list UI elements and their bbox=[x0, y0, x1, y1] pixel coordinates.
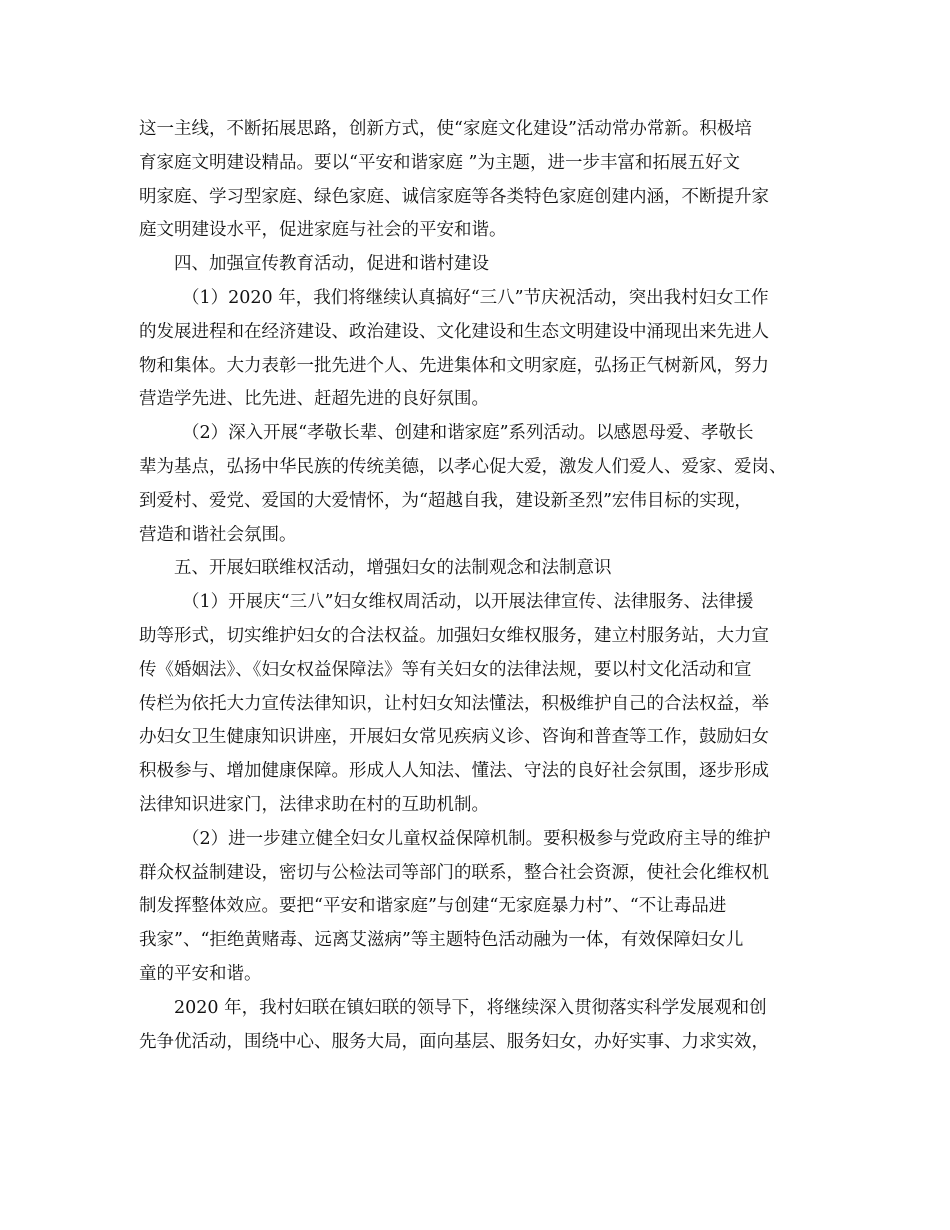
text-line: 辈为基点，弘扬中华民族的传统美德，以孝心促大爱，激发人们爱人、爱家、爱岗、 bbox=[139, 456, 787, 477]
text-line: 群众权益制建设，密切与公检法司等部门的联系，整合社会资源，使社会化维权机 bbox=[139, 862, 769, 883]
text-line: 育家庭文明建设精品。要以“平安和谐家庭 ”为主题，进一步丰富和拓展五好文 bbox=[139, 152, 740, 173]
text-line: 到爱村、爱党、爱国的大爱情怀，为“超越自我，建设新圣烈”宏伟目标的实现， bbox=[139, 490, 752, 511]
text-line: 物和集体。大力表彰一批先进个人、先进集体和文明家庭，弘扬正气树新风，努力 bbox=[139, 355, 769, 376]
text-line: （2）深入开展“孝敬长辈、创建和谐家庭”系列活动。以感恩母爱、孝敬长 bbox=[182, 423, 754, 444]
text-line: （1）2020 年，我们将继续认真搞好“三八”节庆祝活动，突出我村妇女工作 bbox=[182, 287, 769, 308]
text-line: 先争优活动，围绕中心、服务大局，面向基层、服务妇女，办好实事、力求实效， bbox=[139, 1031, 769, 1052]
text-line: 法律知识进家门，法律求助在村的互助机制。 bbox=[139, 794, 489, 815]
text-line: 传栏为依托大力宣传法律知识，让村妇女知法懂法，积极维护自己的合法权益，举 bbox=[139, 693, 769, 714]
text-line: 2020 年，我村妇联在镇妇联的领导下，将继续深入贯彻落实科学发展观和创 bbox=[174, 997, 767, 1018]
text-line: 营造和谐社会氛围。 bbox=[139, 524, 297, 545]
text-line: （2）进一步建立健全妇女儿童权益保障机制。要积极参与党政府主导的维护 bbox=[182, 828, 771, 849]
text-line: 我家”、“拒绝黄赌毒、远离艾滋病”等主题特色活动融为一体，有效保障妇女儿 bbox=[139, 930, 744, 951]
text-line: 助等形式，切实维护妇女的合法权益。加强妇女维权服务，建立村服务站，大力宣 bbox=[139, 625, 769, 646]
text-line: 这一主线，不断拓展思路，创新方式，使“家庭文化建设”活动常办常新。积极培 bbox=[139, 119, 752, 139]
text-line: 积极参与、增加健康保障。形成人人知法、懂法、守法的良好社会氛围，逐步形成 bbox=[139, 761, 769, 782]
document-page bbox=[139, 113, 819, 1059]
text-line: 庭文明建设水平，促进家庭与社会的平安和谐。 bbox=[139, 220, 507, 241]
text-line: 办妇女卫生健康知识讲座，开展妇女常见疾病义诊、咨询和普查等工作，鼓励妇女 bbox=[139, 727, 769, 748]
section-heading: 四、加强宣传教育活动，促进和谐村建设 bbox=[174, 254, 489, 275]
text-line: 营造学先进、比先进、赶超先进的良好氛围。 bbox=[139, 389, 489, 410]
text-line: （1）开展庆“三八”妇女维权周活动，以开展法律宣传、法律服务、法律援 bbox=[182, 592, 754, 613]
section-heading: 五、开展妇联维权活动，增强妇女的法制观念和法制意识 bbox=[174, 558, 612, 579]
text-line: 明家庭、学习型家庭、绿色家庭、诚信家庭等各类特色家庭创建内涵，不断提升家 bbox=[139, 186, 769, 207]
text-line: 传《婚姻法》、《妇女权益保障法》等有关妇女的法律法规，要以村文化活动和宣 bbox=[139, 659, 752, 680]
text-line: 童的平安和谐。 bbox=[139, 963, 262, 984]
text-line: 的发展进程和在经济建设、政治建设、文化建设和生态文明建设中涌现出来先进人 bbox=[139, 321, 769, 342]
text-line: 制发挥整体效应。要把“平安和谐家庭”与创建“无家庭暴力村”、“不让毒品进 bbox=[139, 896, 727, 917]
